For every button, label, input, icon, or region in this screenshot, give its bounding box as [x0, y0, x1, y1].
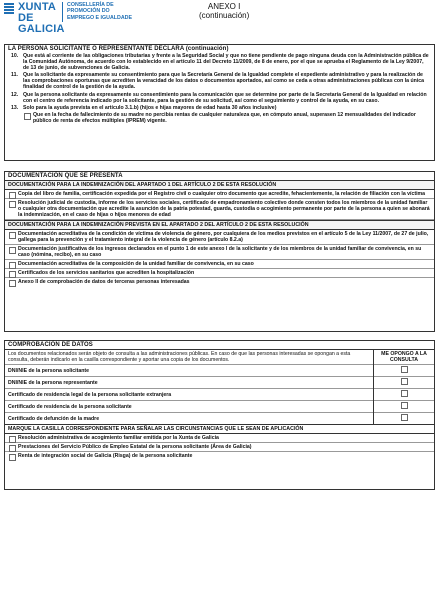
table-row: [5, 413, 434, 425]
oppose-checkbox[interactable]: [401, 402, 408, 409]
iprem-checkbox[interactable]: [24, 113, 31, 120]
doc-row-text: Documentación justificativa de los ingresos declarados en el punto 1 de este anexo I de la solicitante y de los miembros de la unidad familiar de convivencia, en su caso (nómina, recibo), en su caso: [18, 246, 422, 258]
check-row-label: Certificado de defunción de la madre: [5, 413, 374, 425]
item-text: Que la solicitante da expresamente su consentimiento para que la Secretaría General de la Igualdad complete el expediente administrativo y para la realización de las comprobaciones oportunas que acrediten la veracidad de los datos o documentos aportados, así como se ceda a otras administraciones públicas con la única finalidad de control de la gestión de la ayuda.: [23, 72, 424, 91]
data-check-intro: Los documentos relacionados serán objeto de consulta a las administraciones públicas. En caso de que las personas interesadas se opongan a esta consulta, deberán indicarlo en la casilla correspondiente y aportar una copia de los documentos.: [5, 350, 374, 365]
doc-row: [5, 269, 434, 278]
doc-checkbox[interactable]: [9, 247, 16, 254]
circumstance-row: [5, 452, 434, 460]
oppose-cell: [374, 389, 435, 401]
oppose-checkbox[interactable]: [401, 366, 408, 373]
circumstance-text: Prestaciones del Servicio Público de Empleo Estatal de la persona solicitante (Área de Galicia): [18, 444, 252, 450]
flag-icon: [4, 3, 14, 17]
check-row-label: DNI/NIE de la persona solicitante: [5, 365, 374, 377]
xunta-wordmark: [4, 1, 65, 35]
item-number: 11.: [11, 72, 18, 79]
doc-row: [5, 190, 434, 199]
item-text: Solo para la ayuda prevista en el artículo 3.1.b) (hijos e hijas mayores de edad hasta 30 años inclusive): [23, 104, 277, 111]
declaration-sub-item: [5, 112, 434, 124]
documentation-title: DOCUMENTACIÓN QUE SE PRESENTA: [8, 173, 123, 179]
annex-heading: [199, 2, 249, 20]
doc-checkbox[interactable]: [9, 280, 16, 287]
oppose-cell: [374, 401, 435, 413]
logo-main-text: XUNTA DE GALICIA: [18, 1, 65, 35]
sub-item-text: Que en la fecha de fallecimiento de su madre no percibía rentas de cualquier naturaleza que, en cómputo anual, superasen 12 mensualidades del indicador público de renta de efectos múltiples (IPREM) vigente.: [33, 111, 416, 124]
oppose-checkbox[interactable]: [401, 390, 408, 397]
circumstance-text: Renta de integración social de Galicia (Risga) de la persona solicitante: [18, 453, 193, 459]
table-row: [5, 389, 434, 401]
item-text: Que está al corriente de las obligaciones tributarias y frente a la Seguridad Social y que no tiene pendiente de pago ninguna deuda con la Administración pública de la Comunidad Autónoma, de acuerdo con lo establecido en el artículo 11 del Decreto 11/2009, de 8 de enero, por el que se aprueba el Reglamento de la Ley 9/2007, de 13 de junio, de subvenciones de Galicia.: [23, 53, 429, 72]
declaration-title: LA PERSONA SOLICITANTE O REPRESENTANTE DECLARA (continuación): [8, 46, 229, 52]
doc-checkbox[interactable]: [9, 192, 16, 199]
page-header: [4, 1, 435, 35]
circumstance-row: [5, 443, 434, 452]
doc-checkbox[interactable]: [9, 271, 16, 278]
doc-row: [5, 199, 434, 220]
circumstance-text: Resolución administrativa de acogimiento familiar emitida por la Xunta de Galicia: [18, 435, 219, 441]
data-check-table: [5, 349, 434, 424]
doc-row-text: Resolución judicial de custodia, informe de los servicios sociales, certificado de empadronamiento colectivo donde consten todos los miembros de la unidad familiar o cualquier otra documentación que acredite la asunción de la patria potestad, guarda, custodia o acogimiento permanente por parte de la persona a quien se abonará la indemnización, en el caso de hijas o hijos menores de edad: [18, 200, 430, 218]
doc-checkbox[interactable]: [9, 201, 16, 208]
annex-title: ANEXO I: [207, 2, 241, 11]
doc-row-text: Documentación acreditativa de la condición de víctima de violencia de género, por cualquiera de los medios previstos en el artículo 5 de la Ley 11/2007, de 27 de julio, gallega para la prevención y el tratamiento integral de la violencia de género (artículo 8.2.a): [18, 231, 429, 243]
doc-group-1-title: DOCUMENTACIÓN PARA LA INDEMNIZACIÓN DEL APARTADO 1 DEL ARTÍCULO 2 DE ESTA RESOLUCIÓN: [5, 180, 434, 190]
doc-row: [5, 260, 434, 269]
item-number: 13.: [11, 104, 19, 111]
declaration-item-10: [5, 53, 434, 71]
oppose-checkbox[interactable]: [401, 414, 408, 421]
circumstance-checkbox[interactable]: [9, 436, 16, 443]
check-row-label: DNI/NIE de la persona representante: [5, 377, 374, 389]
circumstance-checkbox[interactable]: [9, 445, 16, 452]
oppose-cell: [374, 377, 435, 389]
circumstance-checkbox[interactable]: [9, 454, 16, 461]
documentation-section: [4, 171, 435, 332]
doc-row-text: Anexo II de comprobación de datos de terceras personas interesadas: [18, 279, 190, 285]
doc-checkbox[interactable]: [9, 262, 16, 269]
declaration-section: [4, 44, 435, 161]
item-number: 10.: [11, 53, 19, 59]
oppose-cell: [374, 413, 435, 425]
circumstances-title: MARQUE LA CASILLA CORRESPONDIENTE PARA SEÑALAR LAS CIRCUNSTANCIAS QUE LE SEAN DE APLICACIÓN: [5, 424, 434, 434]
table-row: [5, 401, 434, 413]
data-check-section: [4, 340, 435, 490]
declaration-item-12: [5, 92, 434, 104]
data-check-header-row: [5, 350, 434, 365]
logo-separator: [62, 2, 63, 22]
check-row-label: Certificado de residencia legal de la persona solicitante extranjera: [5, 389, 374, 401]
circumstance-row: [5, 434, 434, 443]
doc-row: [5, 278, 434, 286]
item-text: Que la persona solicitante da expresamente su consentimiento para la comunicación que se determine por parte de la Secretaría General de la Igualdad en relación con el centro de referencia indicado por la solicitante, para la gestión de su solicitud, así como el seguimiento y control de la ayuda, en su caso.: [23, 91, 427, 104]
conselleria-line-2: PROMOCIÓN DO: [67, 8, 110, 15]
doc-row: [5, 245, 434, 260]
declaration-item-11: [5, 72, 434, 90]
check-row-label: Certificado de residencia de la persona solicitante: [5, 401, 374, 413]
doc-row: [5, 230, 434, 245]
doc-row-text: Copia del libro de familia, certificación expedida por el Registro civil o cualquier otro documento que acredite, fehacientemente, la relación de filiación con la víctima: [18, 191, 426, 197]
doc-group-2-title: DOCUMENTACIÓN PARA LA INDEMNIZACIÓN PREVISTA EN EL APARTADO 2 DEL ARTÍCULO 2 DE ESTA RESOLUCIÓN: [5, 220, 434, 230]
doc-row-text: Certificados de los servicios sanitarios que acrediten la hospitalización: [18, 270, 195, 276]
declaration-item-13: [5, 105, 434, 111]
table-row: [5, 365, 434, 377]
item-number: 12.: [11, 91, 19, 98]
xunta-logo: [4, 2, 132, 35]
oppose-column-header: ME OPONGO A LA CONSULTA: [374, 350, 435, 365]
data-check-title: COMPROBACIÓN DE DATOS: [8, 342, 93, 348]
annex-subtitle: (continuación): [199, 11, 250, 20]
doc-checkbox[interactable]: [9, 232, 16, 239]
conselleria-line-3: EMPREGO E IGUALDADE: [67, 14, 133, 21]
conselleria-line-1: CONSELLERÍA DE: [67, 2, 114, 8]
doc-row-text: Documentación acreditativa de la composición de la unidad familiar de convivencia, en su caso: [18, 261, 254, 267]
oppose-checkbox[interactable]: [401, 378, 408, 385]
conselleria-name: [67, 2, 132, 21]
table-row: [5, 377, 434, 389]
oppose-cell: [374, 365, 435, 377]
